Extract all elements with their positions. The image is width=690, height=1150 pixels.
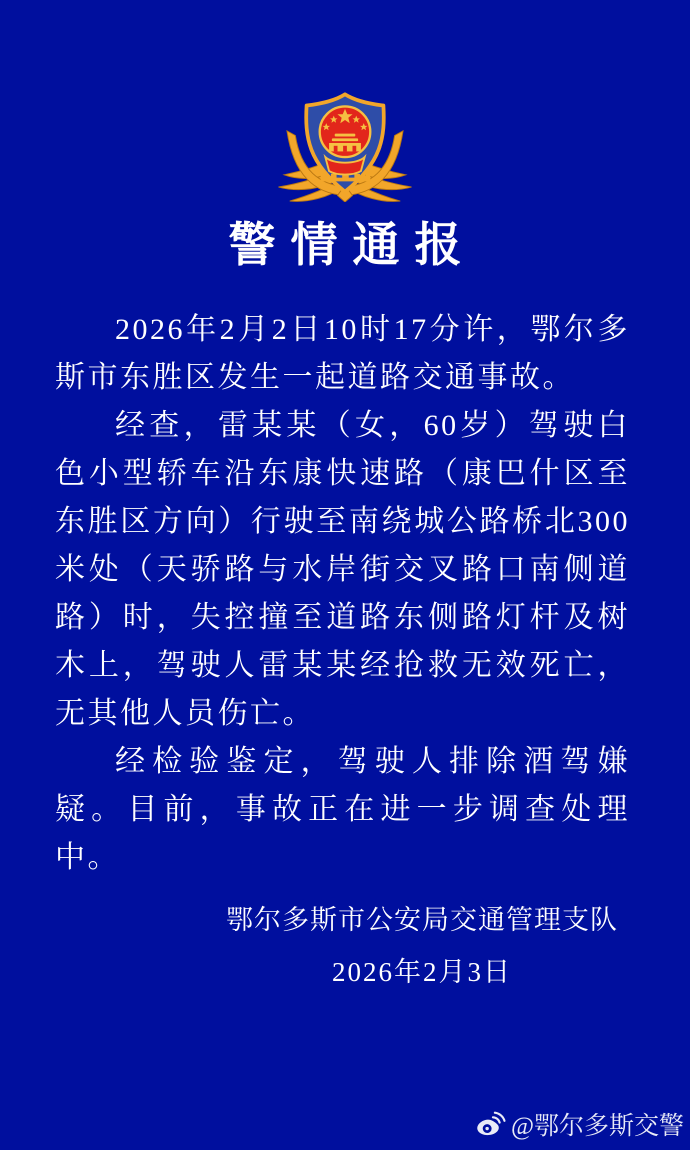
issue-date: 2026年2月3日: [332, 957, 512, 987]
notice-body: [55, 306, 630, 882]
notice-title: 警情通报: [228, 220, 477, 272]
issuing-authority: 鄂尔多斯市公安局交通管理支队: [226, 905, 618, 935]
notice-paragraph: 经查，雷某某（女，60岁）驾驶白色小型轿车沿东康快速路（康巴什区至东胜区方向）行驶至南绕城公路桥北300米处（天骄路与水岸街交叉路口南侧道路）时，失控撞至道路东侧路灯杆及树木上，驾驶人雷某某经抢救无效死亡，无其他人员伤亡。: [55, 409, 630, 730]
notice-paragraph: 经检验鉴定，驾驶人排除酒驾嫌疑。目前，事故正在进一步调查处理中。: [55, 745, 630, 874]
china-police-badge-icon: [274, 84, 416, 202]
police-badge-emblem: [0, 84, 690, 202]
watermark-handle: @鄂尔多斯交警: [510, 1113, 684, 1140]
weibo-logo-icon: [475, 1111, 506, 1138]
notice-paragraph: 2026年2月2日10时17分许，鄂尔多斯市东胜区发生一起道路交通事故。: [55, 313, 630, 394]
signature-block: [226, 900, 618, 992]
weibo-watermark: [475, 1106, 684, 1142]
